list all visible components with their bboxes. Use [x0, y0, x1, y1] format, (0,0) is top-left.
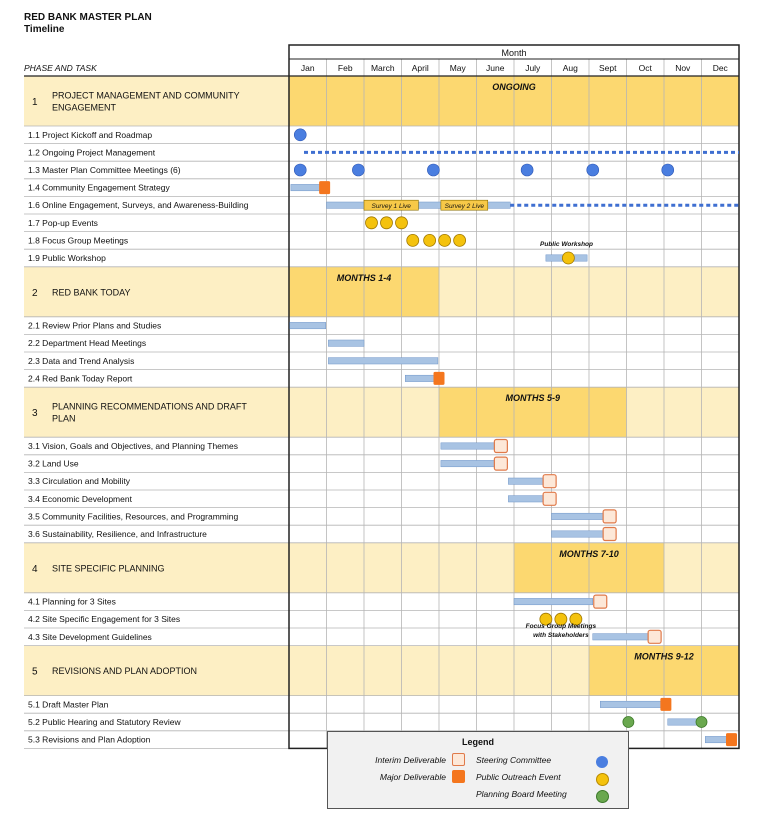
phase-band: [24, 387, 739, 437]
public-outreach-marker: [366, 217, 378, 229]
month-tick-label: Nov: [675, 63, 691, 73]
task-label: 1.9 Public Workshop: [28, 253, 106, 263]
public-outreach-marker: [562, 252, 574, 264]
task-column-header: PHASE AND TASK: [24, 63, 97, 73]
legend-interim-label: Interim Deliverable: [375, 755, 446, 765]
task-label: 1.4 Community Engagement Strategy: [28, 182, 170, 193]
task-bar: [441, 460, 495, 466]
task-label: 1.1 Project Kickoff and Roadmap: [28, 129, 153, 140]
public-outreach-marker: [381, 217, 393, 229]
phase-title: ENGAGEMENT: [52, 102, 117, 113]
phase-title: PROJECT MANAGEMENT AND COMMUNITY: [52, 90, 240, 101]
interim-deliverable-icon: [452, 753, 465, 766]
steering-committee-marker: [352, 164, 364, 176]
interim-deliverable-marker: [603, 510, 616, 523]
phase-title: PLAN: [52, 413, 76, 424]
major-deliverable-marker: [726, 733, 737, 746]
month-tick-label: June: [486, 63, 505, 73]
phase-title: SITE SPECIFIC PLANNING: [52, 563, 165, 574]
task-label: 5.3 Revisions and Plan Adoption: [28, 734, 151, 745]
major-deliverable-marker: [434, 372, 445, 385]
month-tick-label: Oct: [638, 63, 652, 73]
task-label: 3.2 Land Use: [28, 458, 79, 469]
major-deliverable-marker: [660, 698, 671, 711]
planning-board-marker: [623, 717, 634, 728]
steering-committee-marker: [427, 164, 439, 176]
task-bar: [705, 736, 729, 742]
interim-deliverable-marker: [594, 595, 607, 608]
phase-duration-label: ONGOING: [492, 82, 536, 92]
steering-committee-marker: [662, 164, 674, 176]
phase-title: RED BANK TODAY: [52, 287, 131, 298]
legend-title: Legend: [461, 737, 494, 747]
page-subtitle: Timeline: [24, 24, 65, 35]
task-bar: [600, 701, 664, 707]
planning-board-marker: [696, 717, 707, 728]
task-label: 4.1 Planning for 3 Sites: [28, 596, 116, 607]
month-tick-label: Aug: [562, 63, 578, 73]
phase-duration-label: MONTHS 7-10: [559, 548, 619, 559]
phase-number: 3: [32, 408, 38, 420]
public-outreach-marker: [454, 234, 466, 246]
legend-steering-label: Steering Committee: [476, 755, 552, 765]
major-deliverable-icon: [452, 770, 465, 783]
task-bar: [290, 322, 326, 328]
task-label: 3.4 Economic Development: [28, 493, 132, 504]
annotation-text: Focus Group Meetings: [525, 623, 597, 631]
phase-number: 5: [32, 666, 38, 678]
task-label: 3.5 Community Facilities, Resources, and Programming: [28, 511, 239, 522]
month-tick-label: Jan: [300, 63, 315, 73]
survey-tag-label: Survey 2 Live: [444, 203, 485, 211]
month-tick-label: Sept: [599, 63, 617, 73]
steering-committee-marker: [294, 129, 306, 141]
task-bar: [552, 513, 605, 519]
legend-board-label: Planning Board Meeting: [476, 789, 567, 799]
phase-duration-label: MONTHS 1-4: [336, 272, 392, 283]
planning-board-icon: [596, 790, 609, 803]
task-label: 3.3 Circulation and Mobility: [28, 476, 131, 487]
phase-duration-label: MONTHS 5-9: [505, 393, 561, 404]
task-bar: [593, 634, 649, 640]
task-label: 2.3 Data and Trend Analysis: [28, 355, 135, 366]
public-outreach-icon: [596, 773, 609, 786]
month-group-label: Month: [501, 48, 527, 58]
annotation-text: Public Workshop: [540, 241, 593, 248]
legend-outreach-label: Public Outreach Event: [476, 772, 561, 782]
legend: [327, 731, 629, 809]
interim-deliverable-marker: [543, 492, 556, 505]
month-tick-label: July: [525, 63, 541, 73]
task-label: 4.3 Site Development Guidelines: [28, 631, 152, 642]
task-label: 4.2 Site Specific Engagement for 3 Sites: [28, 614, 181, 625]
month-tick-label: Feb: [337, 63, 353, 73]
steering-committee-icon: [596, 756, 608, 768]
task-label: 1.2 Ongoing Project Management: [28, 147, 156, 158]
task-bar: [328, 358, 438, 364]
task-label: 1.7 Pop-up Events: [28, 217, 98, 228]
interim-deliverable-marker: [543, 475, 556, 488]
phase-number: 1: [32, 97, 38, 108]
phase-title: REVISIONS AND PLAN ADOPTION: [52, 666, 198, 677]
steering-committee-marker: [294, 164, 306, 176]
phase-title: PLANNING RECOMMENDATIONS AND DRAFT: [52, 401, 247, 412]
public-outreach-marker: [396, 217, 408, 229]
survey-tag-label: Survey 1 Live: [371, 203, 411, 211]
month-tick-label: Dec: [712, 63, 728, 73]
task-label: 1.6 Online Engagement, Surveys, and Awareness-Building: [28, 200, 249, 211]
interim-deliverable-marker: [494, 457, 507, 470]
month-tick-label: March: [370, 63, 395, 73]
task-bar: [552, 531, 605, 537]
major-deliverable-marker: [319, 181, 330, 194]
annotation-text: with Stakeholders: [533, 632, 589, 640]
task-label: 2.2 Department Head Meetings: [28, 338, 147, 349]
task-bar: [514, 598, 593, 604]
task-label: 2.1 Review Prior Plans and Studies: [28, 320, 162, 331]
month-tick-label: April: [411, 63, 429, 73]
task-label: 1.8 Focus Group Meetings: [28, 235, 129, 246]
public-outreach-marker: [424, 234, 436, 246]
task-bar: [328, 340, 364, 346]
phase-number: 4: [32, 563, 38, 575]
interim-deliverable-marker: [494, 440, 507, 453]
month-tick-label: May: [449, 63, 466, 73]
task-label: 5.1 Draft Master Plan: [28, 699, 109, 710]
public-outreach-marker: [407, 234, 419, 246]
task-label: 2.4 Red Bank Today Report: [28, 373, 133, 384]
steering-committee-marker: [521, 164, 533, 176]
task-bar: [441, 443, 495, 449]
public-outreach-marker: [439, 234, 451, 246]
phase-duration-label: MONTHS 9-12: [634, 651, 694, 662]
interim-deliverable-marker: [648, 630, 661, 643]
page-title: RED BANK MASTER PLAN: [24, 12, 152, 23]
phase-number: 2: [32, 287, 38, 299]
task-label: 5.2 Public Hearing and Statutory Review: [28, 717, 181, 727]
interim-deliverable-marker: [603, 528, 616, 541]
task-label: 1.3 Master Plan Committee Meetings (6): [28, 165, 181, 175]
task-label: 3.6 Sustainability, Resilience, and Infrastructure: [28, 529, 207, 539]
task-label: 3.1 Vision, Goals and Objectives, and Planning Themes: [28, 441, 238, 451]
task-bar: [508, 496, 544, 502]
legend-major-label: Major Deliverable: [379, 772, 446, 782]
task-bar: [508, 478, 544, 484]
steering-committee-marker: [587, 164, 599, 176]
